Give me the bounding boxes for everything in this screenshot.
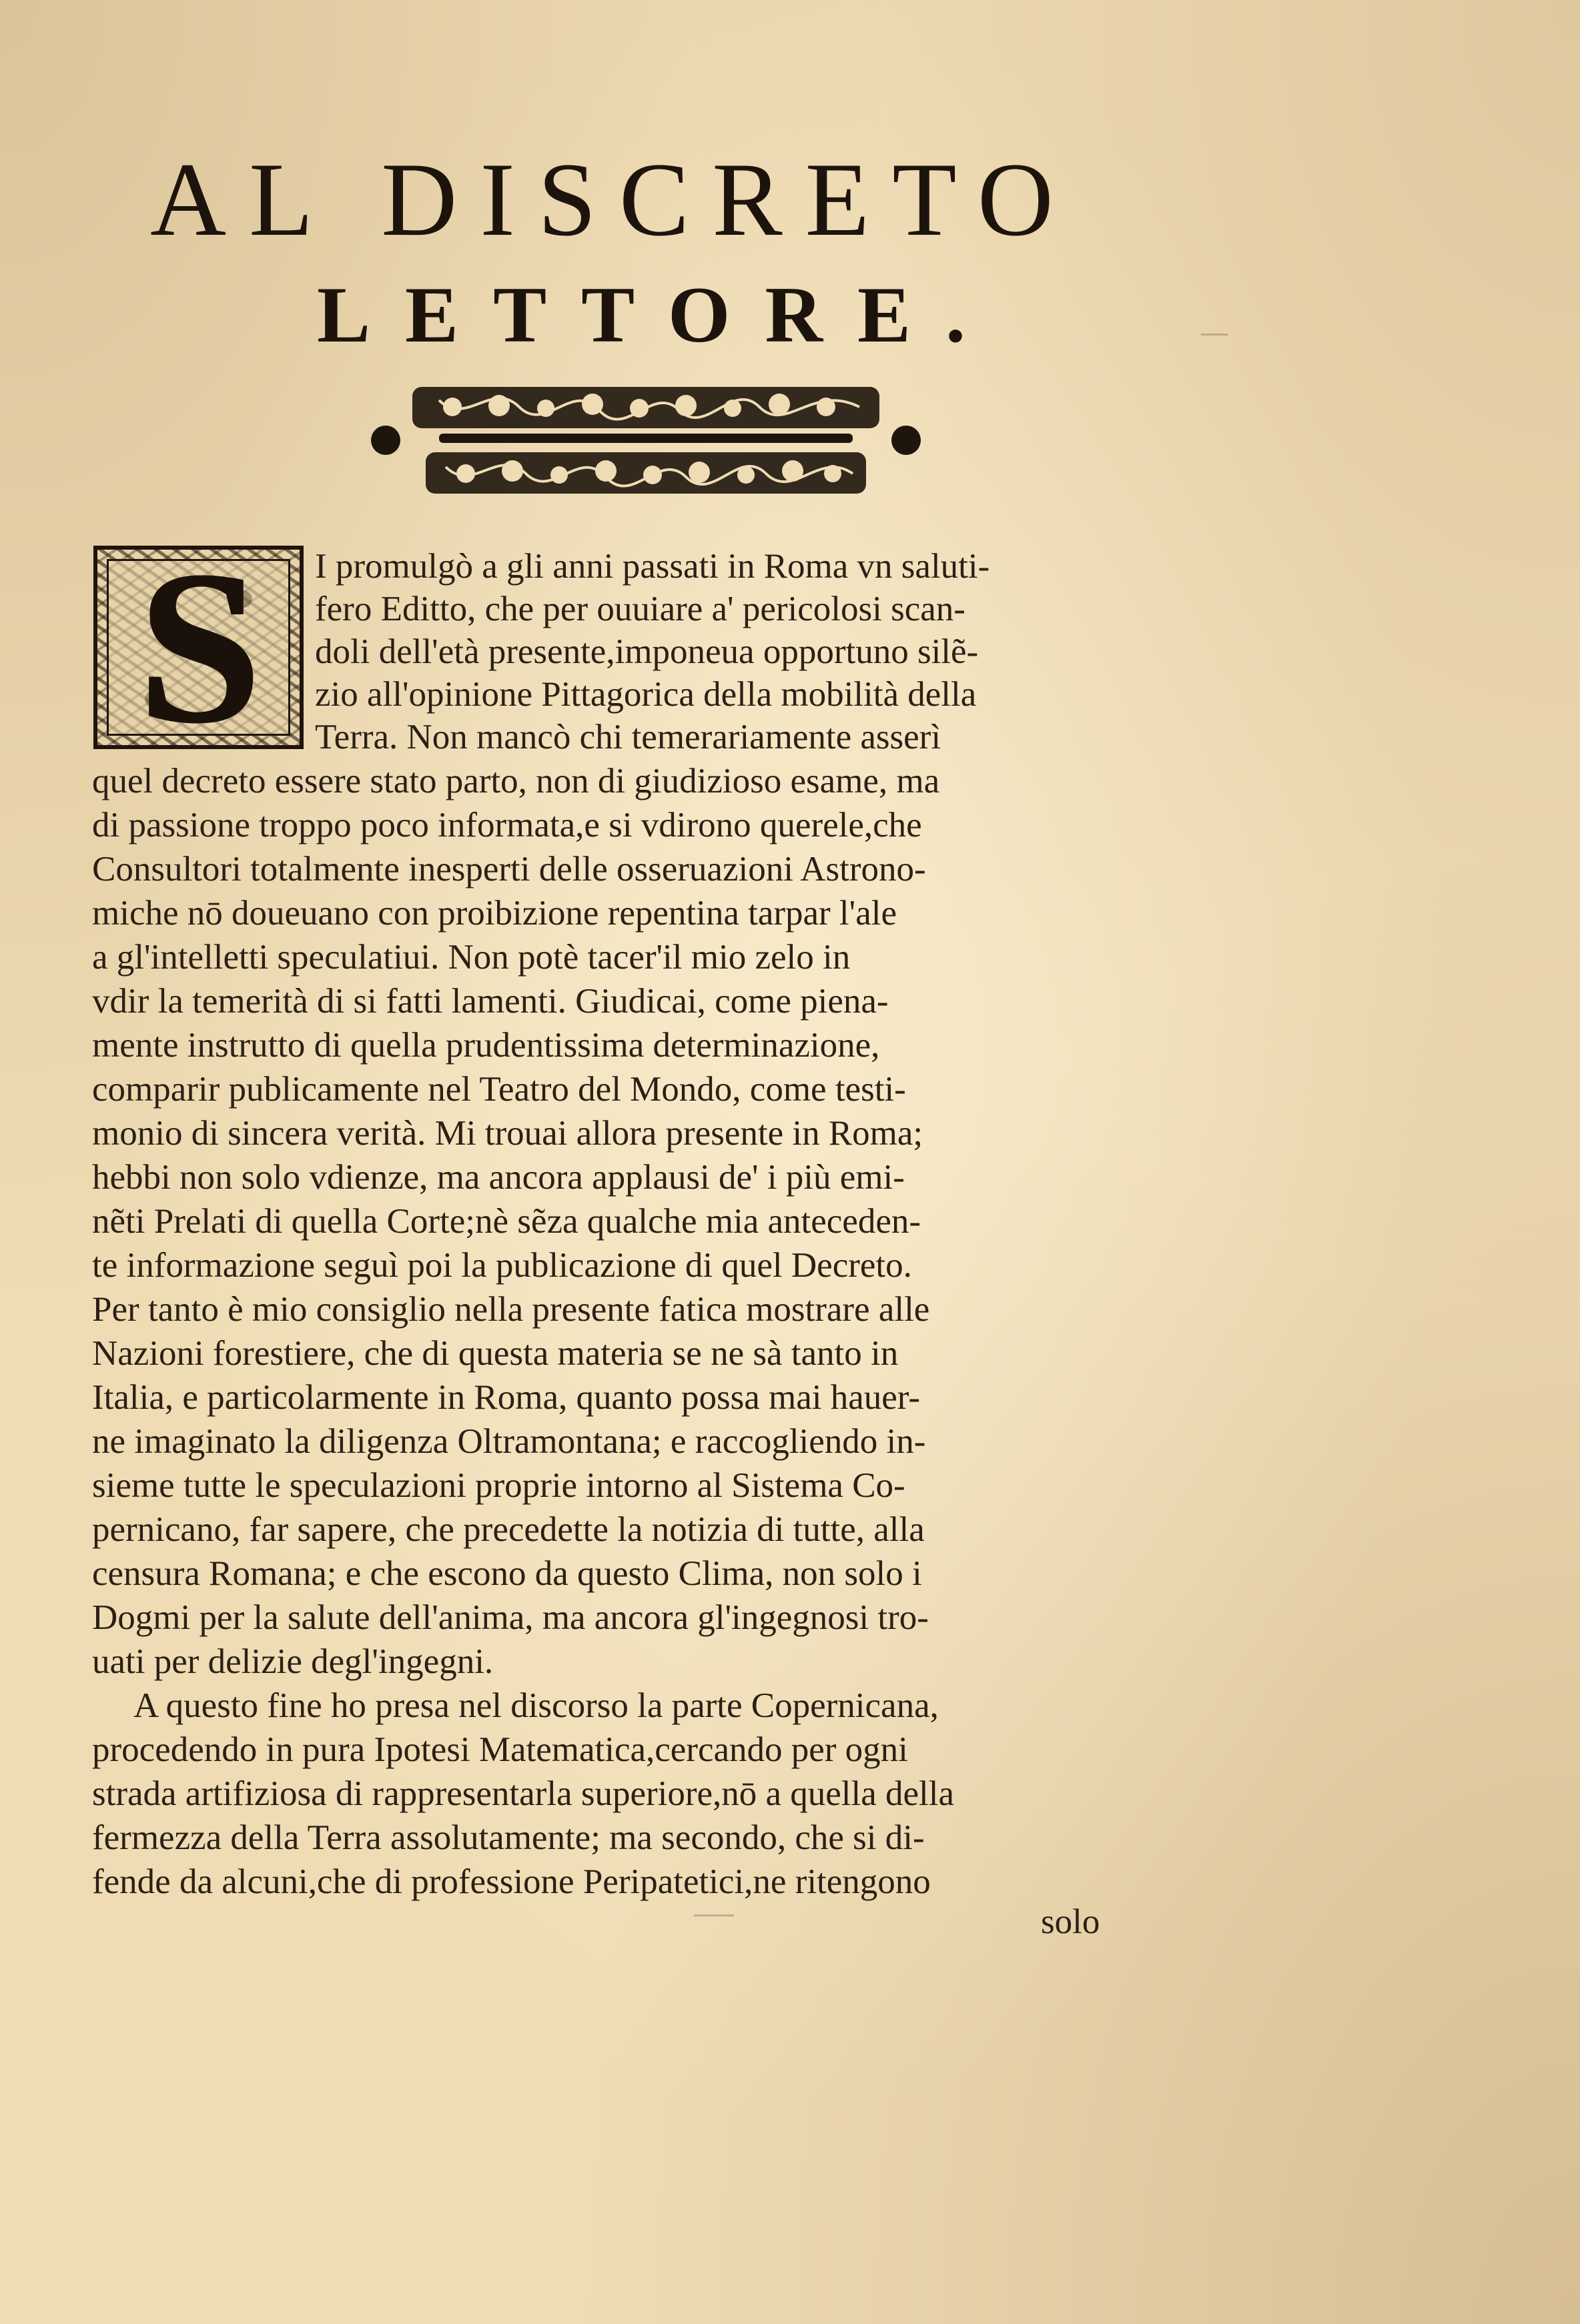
catchword: solo (1041, 1902, 1100, 1941)
text-line: pernicano, far sapere, che precedette la notizia di tutte, alla (92, 1510, 925, 1549)
text-line: hebbi non solo vdienze, ma ancora applausi de' i più emi- (92, 1158, 905, 1197)
heading-line-1: AL DISCRETO (150, 141, 1076, 258)
text-line: Terra. Non mancò chi temerariamente asserì (315, 718, 941, 756)
text-line: Per tanto è mio consiglio nella presente fatica mostrare alle (92, 1290, 930, 1329)
text-line: Consultori totalmente inesperti delle osseruazioni Astrono- (92, 850, 926, 889)
text-line: strada artifiziosa di rappresentarla superiore,nō a quella della (92, 1774, 955, 1813)
decorated-initial (93, 546, 304, 749)
text-line: a gl'intelletti speculatiui. Non potè tacer'il mio zelo in (92, 938, 851, 977)
text-line: censura Romana; e che escono da questo Clima, non solo i (92, 1554, 922, 1593)
text-line: Italia, e particolarmente in Roma, quanto possa mai hauer- (92, 1378, 921, 1417)
text-line: I promulgò a gli anni passati in Roma vn saluti- (315, 547, 990, 586)
text-line: fende da alcuni,che di professione Peripatetici,ne ritengono (92, 1862, 931, 1901)
text-line: nẽti Prelati di quella Corte;nè sẽza qualche mia anteceden- (92, 1202, 921, 1241)
text-line: ne imaginato la diligenza Oltramontana; e raccogliendo in- (92, 1422, 926, 1461)
text-line: uati per delizie degl'ingegni. (92, 1642, 494, 1681)
text-line: fermezza della Terra assolutamente; ma secondo, che si di- (92, 1818, 925, 1857)
text-line: zio all'opinione Pittagorica della mobilità della (315, 675, 977, 714)
text-line: Nazioni forestiere, che di questa materia se ne sà tanto in (92, 1334, 899, 1373)
text-line: procedendo in pura Ipotesi Matematica,cercando per ogni (92, 1730, 908, 1769)
text-line: te informazione seguì poi la publicazione di quel Decreto. (92, 1246, 912, 1285)
text-line: vdir la temerità di si fatti lamenti. Giudicai, come piena- (92, 982, 889, 1021)
text-line: sieme tutte le speculazioni proprie intorno al Sistema Co- (92, 1466, 905, 1505)
woodcut-headpiece-ornament-icon (366, 374, 926, 507)
heading-line-2: LETTORE. (317, 270, 1001, 359)
text-line: Dogmi per la salute dell'anima, ma ancora gl'ingegnosi tro- (92, 1598, 929, 1637)
text-line: A questo fine ho presa nel discorso la parte Copernicana, (133, 1686, 939, 1725)
text-line: comparir publicamente nel Teatro del Mondo, come testi- (92, 1070, 906, 1109)
text-line: miche nō doueuano con proibizione repentina tarpar l'ale (92, 894, 897, 933)
drop-cap-letter: S (137, 546, 260, 749)
text-line: quel decreto essere stato parto, non di giudizioso esame, ma (92, 762, 940, 800)
ink-speck (1201, 334, 1228, 336)
text-line: di passione troppo poco informata,e si vdirono querele,che (92, 806, 922, 844)
text-line: monio di sincera verità. Mi trouai allora presente in Roma; (92, 1114, 923, 1153)
text-line: mente instrutto di quella prudentissima determinazione, (92, 1026, 880, 1065)
text-line: doli dell'età presente,imponeua opportuno silẽ- (315, 632, 979, 671)
ink-speck (694, 1914, 734, 1916)
text-line: fero Editto, che per ouuiare a' pericolosi scan- (315, 590, 965, 628)
